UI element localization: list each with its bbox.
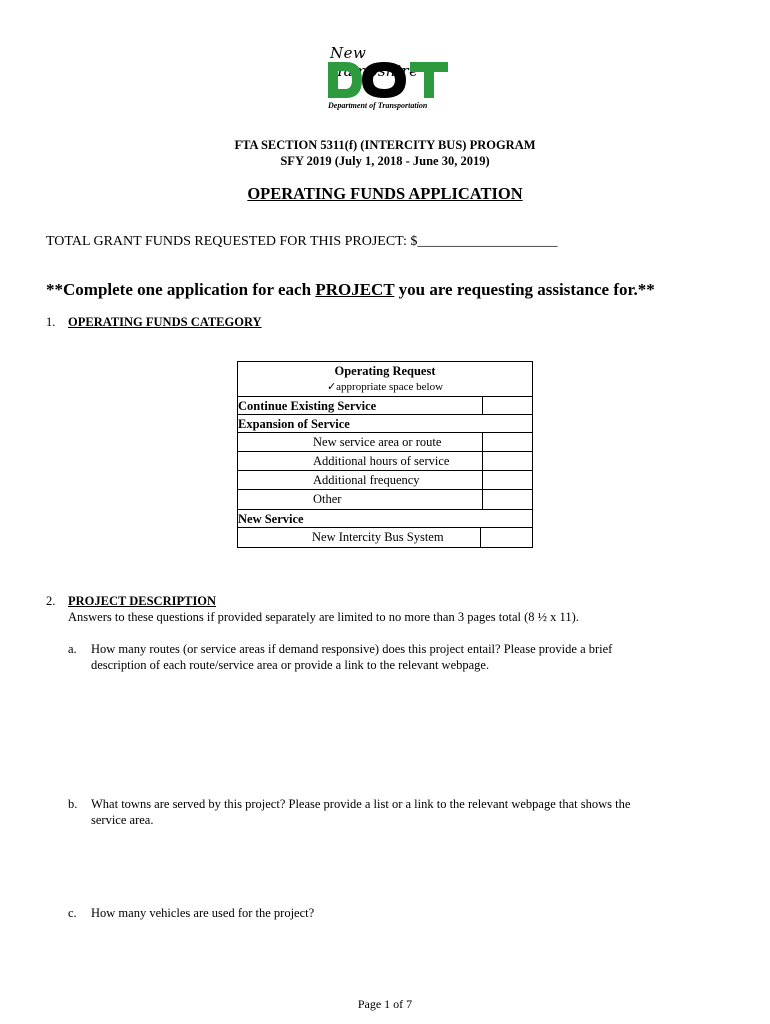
question-a-line1: How many routes (or service areas if demand responsive) does this project entail? Please provide a brief [91, 642, 613, 656]
total-funds-label: TOTAL GRANT FUNDS REQUESTED FOR THIS PROJECT: $ [46, 234, 418, 249]
table-header: Operating Request [334, 364, 436, 378]
operating-request-table [237, 361, 533, 548]
table-subheader: ✓appropriate space below [326, 381, 444, 393]
page-title: OPERATING FUNDS APPLICATION [247, 184, 523, 203]
row-new-area: New service area or route [313, 435, 442, 449]
row-additional-frequency: Additional frequency [313, 473, 420, 487]
total-funds-blank: ____________________ [417, 234, 558, 249]
logo-department: Department of Transportation [328, 101, 428, 110]
checkbox-additional-frequency[interactable] [483, 471, 531, 489]
row-new-service: New Service [238, 512, 304, 526]
note-prefix: **Complete one application for each [46, 280, 316, 299]
checkbox-new-intercity[interactable] [481, 528, 531, 547]
total-funds-line [46, 234, 557, 250]
row-expansion: Expansion of Service [238, 417, 350, 431]
page-number: Page 1 of 7 [357, 997, 413, 1011]
section-2-number: 2. [46, 594, 56, 608]
program-title: FTA SECTION 5311(f) (INTERCITY BUS) PROGRAM [234, 138, 536, 152]
question-b-letter: b. [68, 797, 78, 811]
question-b-line1: What towns are served by this project? Please provide a list or a link to the relevant webpage that shows the [91, 797, 631, 811]
checkbox-continue-existing[interactable] [483, 397, 531, 414]
nhdot-logo [318, 44, 458, 114]
question-a-line2: description of each route/service area or provide a link to the relevant webpage. [91, 658, 490, 672]
question-c-letter: c. [68, 906, 77, 920]
question-c-line1: How many vehicles are used for the project? [91, 906, 315, 920]
row-continue-existing: Continue Existing Service [238, 399, 377, 413]
section-2-intro: Answers to these questions if provided separately are limited to no more than 3 pages total (8 ½ x 11). [68, 610, 579, 624]
instruction-note [46, 280, 655, 300]
section-1-title: OPERATING FUNDS CATEGORY [68, 315, 262, 329]
row-other: Other [313, 492, 342, 506]
row-new-intercity: New Intercity Bus System [312, 530, 444, 544]
section-1-number: 1. [46, 315, 56, 329]
logo-script-text: New [330, 44, 367, 62]
checkbox-other[interactable] [483, 490, 531, 509]
note-emphasis: PROJECT [315, 280, 395, 299]
note-suffix: you are requesting assistance for.** [394, 280, 655, 299]
question-b-line2: service area. [91, 813, 154, 827]
question-a-letter: a. [68, 642, 77, 656]
fiscal-year: SFY 2019 (July 1, 2018 - June 30, 2019) [280, 154, 490, 168]
logo-dot-mark [326, 60, 450, 100]
checkbox-additional-hours[interactable] [483, 452, 531, 470]
checkbox-new-area[interactable] [483, 433, 531, 451]
section-2-title: PROJECT DESCRIPTION [68, 594, 217, 608]
row-additional-hours: Additional hours of service [313, 454, 450, 468]
